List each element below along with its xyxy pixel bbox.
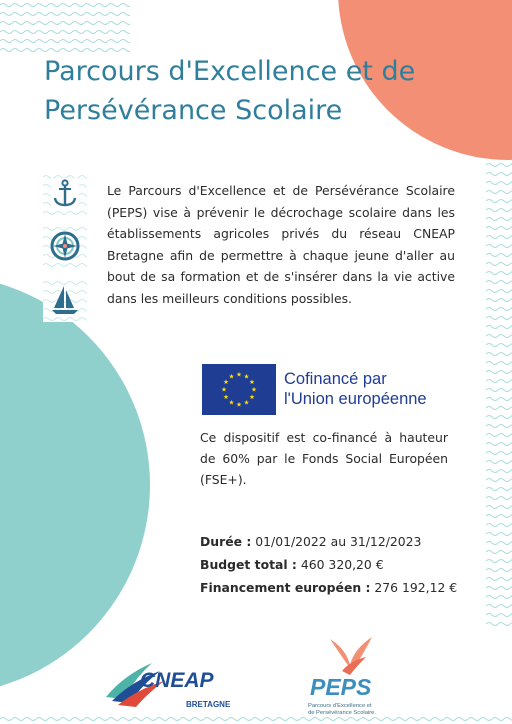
fact-label: Durée : xyxy=(200,534,252,549)
wave-pattern-bottom xyxy=(0,714,512,724)
eu-cofinancing-label xyxy=(284,369,427,409)
eu-star xyxy=(229,400,234,405)
peps-logo xyxy=(300,631,400,719)
intro-paragraph: Le Parcours d'Excellence et de Persévérance Scolaire (PEPS) vise à prévenir le décrochage scolaire dans les établissements agricoles privés du réseau CNEAP Bretagne afin de permettre à chaque jeune d'aller au bout de sa formation et de s'insérer dans la vie active dans les meilleurs conditions possibles. xyxy=(107,183,455,306)
eu-star xyxy=(250,394,255,399)
cneap-logo-name: CNEAP xyxy=(140,669,214,692)
eu-star xyxy=(244,400,249,405)
peps-logo-tagline-2: de Persévérance Scolaire. xyxy=(308,710,376,716)
fact-duration xyxy=(200,530,457,553)
anchor-icon xyxy=(43,172,87,216)
fact-value: 460 320,20 € xyxy=(300,557,384,572)
eu-star xyxy=(250,379,255,384)
eu-star xyxy=(237,372,242,377)
eu-star xyxy=(224,379,229,384)
fact-label: Financement européen : xyxy=(200,580,371,595)
cofinancing-paragraph: Ce dispositif est co-financé à hauteur de 60% par le Fonds Social Européen (FSE+). xyxy=(200,430,448,487)
fact-value: 01/01/2022 au 31/12/2023 xyxy=(255,534,422,549)
peps-logo-tagline-1: Parcours d'Excellence et xyxy=(308,703,372,709)
fact-eu-funding xyxy=(200,576,457,599)
peps-logo-name: PEPS xyxy=(310,674,372,700)
eu-stars xyxy=(202,364,276,415)
eu-label-line2: l'Union européenne xyxy=(284,390,427,408)
eu-star xyxy=(252,387,257,392)
eu-star xyxy=(237,402,242,407)
fact-value: 276 192,12 € xyxy=(374,580,458,595)
cneap-logo-sub: BRETAGNE xyxy=(186,700,231,709)
eu-star xyxy=(244,374,249,379)
fact-budget xyxy=(200,553,457,576)
teal-circle-decoration xyxy=(0,275,150,695)
eu-label-line1: Cofinancé par xyxy=(284,370,387,388)
compass-icon xyxy=(43,224,87,268)
sailboat-icon xyxy=(43,278,87,322)
page-title: Parcours d'Excellence et de Persévérance Scolaire xyxy=(44,56,416,126)
eu-star xyxy=(224,394,229,399)
fact-label: Budget total : xyxy=(200,557,297,572)
wave-pattern-right xyxy=(486,160,512,630)
project-facts xyxy=(200,530,457,599)
cneap-logo xyxy=(104,655,234,717)
eu-star xyxy=(229,374,234,379)
eu-star xyxy=(222,387,227,392)
wave-pattern-top-left xyxy=(0,0,130,52)
eu-flag xyxy=(202,364,276,415)
